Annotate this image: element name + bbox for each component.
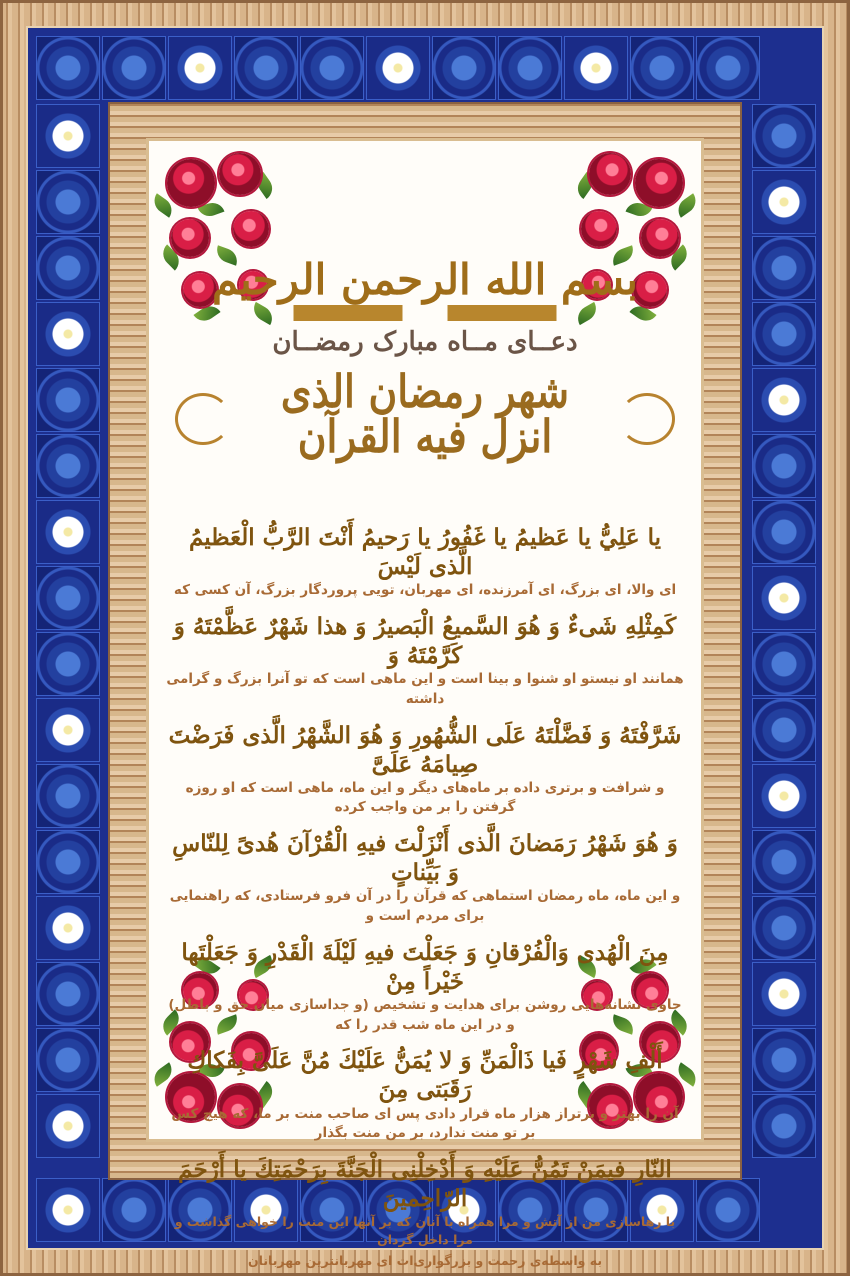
- blue-mosaic-tile-icon: [36, 962, 100, 1026]
- blue-mosaic-tile-icon: [752, 302, 816, 366]
- persian-line: با رهاسازی من از آتش و مرا همراه با آنان که بر آنها این منت را خواهی گذاشت و مرا داخل گردان: [174, 1214, 676, 1248]
- blue-mosaic-tile-icon: [36, 764, 100, 828]
- blue-mosaic-tile-icon: [36, 1028, 100, 1092]
- blue-mosaic-tile-icon: [300, 36, 364, 100]
- rose-icon: [233, 211, 269, 247]
- blue-mosaic-tile-icon: [752, 896, 816, 960]
- blue-mosaic-tile-icon: [696, 1178, 760, 1242]
- rose-icon: [219, 153, 261, 195]
- blue-mosaic-tile-icon: [752, 500, 816, 564]
- blue-mosaic-tile-icon: [36, 368, 100, 432]
- rose-icon: [167, 159, 215, 207]
- gold-divider: [285, 305, 565, 321]
- closing-line: به واسطه‌ی رحمت و بزرگواری‌ات ای مهربانترین مهربانان: [247, 1253, 603, 1269]
- heading-block: [149, 255, 701, 463]
- white-flower-tile-icon: [36, 896, 100, 960]
- white-flower-tile-icon: [366, 36, 430, 100]
- blue-mosaic-tile-icon: [752, 1094, 816, 1158]
- blue-mosaic-tile-icon: [630, 36, 694, 100]
- white-flower-tile-icon: [752, 170, 816, 234]
- blue-mosaic-tile-icon: [36, 566, 100, 630]
- white-flower-tile-icon: [564, 36, 628, 100]
- white-flower-tile-icon: [752, 764, 816, 828]
- blue-mosaic-tile-icon: [752, 830, 816, 894]
- blue-mosaic-tile-icon: [36, 236, 100, 300]
- blue-mosaic-tile-icon: [752, 236, 816, 300]
- arabic-line: النّارِ فيمَنْ تَمُنُّ عَلَيْهِ وَ أَدْخِلْنِی الْجَنَّةَ بِرَحْمَتِكَ يا أَرْحَمَ الرّاحِمينَ: [178, 1155, 672, 1212]
- ornament-left-icon: [175, 393, 231, 445]
- white-flower-tile-icon: [752, 962, 816, 1026]
- quran-verse-calligraphy: [175, 359, 675, 463]
- page-title: دعــای مــاه مبارک رمضــان: [272, 327, 578, 357]
- persian-line: حاوی نشانه‌هایی روشن برای هدایت و تشخیص (و جداسازی میان حق و باطل) و در این ماه شب قدر را که: [168, 996, 682, 1033]
- white-flower-tile-icon: [752, 566, 816, 630]
- rose-icon: [641, 219, 679, 257]
- persian-line: و این ماه، ماه رمضان استماهی که قرآن را در آن فرو فرستادی، که راهنمایی برای مردم است و: [169, 888, 681, 924]
- blue-mosaic-tile-icon: [752, 434, 816, 498]
- white-flower-tile-icon: [36, 698, 100, 762]
- white-flower-tile-icon: [36, 302, 100, 366]
- blue-mosaic-tile-icon: [432, 36, 496, 100]
- arabic-line: يا عَلِيُّ يا عَظيمُ يا غَفُورُ يا رَحيمُ أَنْتَ الرَّبُّ الْعَظيمُ الَّذی لَيْسَ: [188, 524, 661, 581]
- blue-mosaic-tile-icon: [36, 830, 100, 894]
- blue-mosaic-tile-icon: [36, 632, 100, 696]
- blue-mosaic-tile-icon: [498, 36, 562, 100]
- blue-mosaic-tile-icon: [36, 170, 100, 234]
- persian-line: و شرافت و برتری داده بر ماه‌های دیگر و این ماه، ماهی است که او روزه گرفتن را بر من واجب کرده: [185, 779, 665, 816]
- blue-mosaic-tile-icon: [752, 698, 816, 762]
- rose-icon: [171, 219, 209, 257]
- white-flower-tile-icon: [36, 1178, 100, 1242]
- blue-mosaic-tile-icon: [696, 36, 760, 100]
- blue-mosaic-tile-icon: [36, 36, 100, 100]
- persian-line: آن را بهتر و برتراز هزار ماه قرار دادی پس ای صاحب منت بر ما، که هیچ کس بر تو منت ندارد، بر من منت بگذار: [171, 1105, 679, 1142]
- white-flower-tile-icon: [36, 1094, 100, 1158]
- white-flower-tile-icon: [36, 500, 100, 564]
- verse-text: شهر رمضان الذی انزل فیه القرآن: [280, 365, 570, 463]
- rose-icon: [589, 153, 631, 195]
- arabic-line: مِنَ الْهُدی وَالْفُرْقانِ وَ جَعَلْتَ فيهِ لَيْلَةَ الْقَدْرِ وَ جَعَلْتَها خَيْراً مِنْ: [181, 938, 669, 995]
- arabic-line: وَ هُوَ شَهْرُ رَمَضانَ الَّذی أَنْزَلْتَ فيهِ الْقُرْآنَ هُدیً لِلنّاسِ وَ بَيِّناتٍ: [172, 830, 678, 887]
- bismillah-calligraphy: بسم الله الرحمن الرحيم: [212, 255, 638, 304]
- white-flower-tile-icon: [752, 368, 816, 432]
- arabic-line: أَلْفِ شَهْرٍ فَيا ذَالْمَنِّ وَ لا يُمَنُّ عَلَيْكَ مُنَّ عَلَیَّ بِفَكاكِ رَقَبَتی مِنَ: [187, 1047, 663, 1104]
- blue-mosaic-tile-icon: [752, 104, 816, 168]
- persian-line: ای والا، ای بزرگ، ای آمرزنده، ای مهربان، تویی پروردگار بزرگ، آن کسی که: [173, 582, 677, 599]
- rose-icon: [581, 211, 617, 247]
- arabic-line: كَمِثْلِهِ شَیءٌ وَ هُوَ السَّميعُ الْبَصيرُ وَ هذا شَهْرٌ عَظَّمْتَهُ وَ كَرَّمْتَهُ وَ: [173, 612, 677, 670]
- arabic-line: شَرَّفْتَهُ وَ فَضَّلْتَهُ عَلَی الشُّهُورِ وَ هُوَ الشَّهْرُ الَّذی فَرَضْتَ صِيامَهُ عَلَیَّ: [168, 721, 682, 778]
- persian-line: همانند او نیستو او شنوا و بینا است و این ماهی است که تو آنرا بزرگ و گرامی داشته: [166, 671, 684, 707]
- prayer-panel: [146, 138, 704, 1269]
- blue-mosaic-tile-icon: [752, 1028, 816, 1092]
- blue-mosaic-tile-icon: [102, 1178, 166, 1242]
- blue-mosaic-tile-icon: [234, 36, 298, 100]
- white-flower-tile-icon: [36, 104, 100, 168]
- prayer-text: [165, 523, 685, 1273]
- blue-mosaic-tile-icon: [752, 632, 816, 696]
- blue-mosaic-tile-icon: [36, 434, 100, 498]
- ornament-right-icon: [619, 393, 675, 445]
- white-flower-tile-icon: [168, 36, 232, 100]
- blue-mosaic-tile-icon: [102, 36, 166, 100]
- rose-icon: [635, 159, 683, 207]
